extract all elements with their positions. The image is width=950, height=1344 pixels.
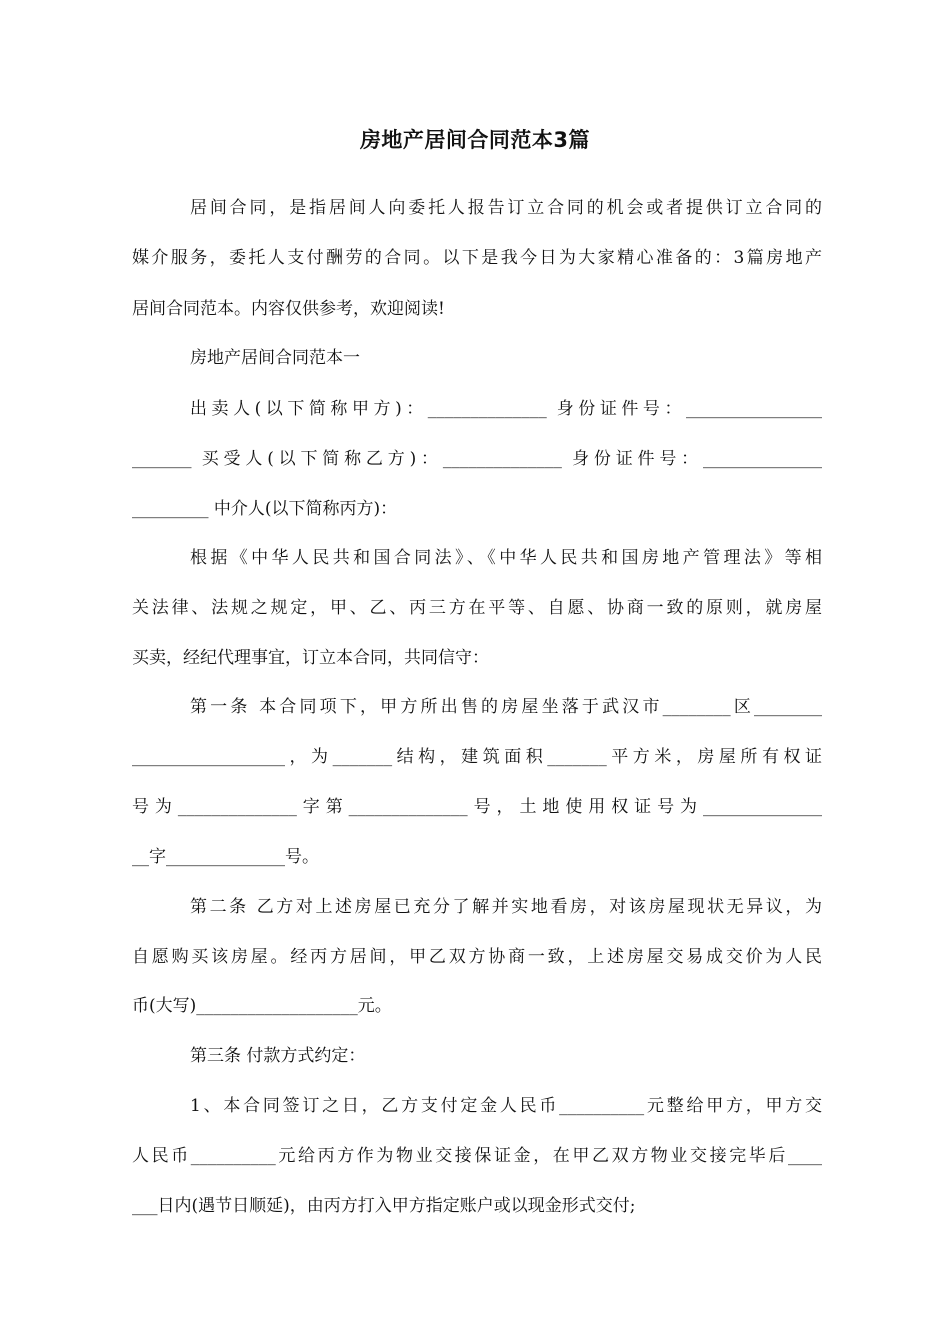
article-line: 自愿购买该房屋。经丙方居间，甲乙双方协商一致，上述房屋交易成交价为人民	[132, 947, 822, 967]
article-heading: 第三条 付款方式约定：	[190, 1046, 366, 1066]
paragraph-line: 居间合同，是指居间人向委托人报告订立合同的机会或者提供订立合同的	[190, 198, 822, 218]
article-line: 号为______________字第______________号，土地使用权证号为______________	[132, 797, 822, 817]
article-line: 币(大写)___________________元。	[132, 996, 392, 1016]
article-line: 第二条 乙方对上述房屋已充分了解并实地看房，对该房屋现状无异议，为	[190, 897, 822, 917]
article-line: __________________，为_______结构，建筑面积_______平方米，房屋所有权证	[132, 747, 822, 767]
paragraph-line: 媒介服务，委托人支付酬劳的合同。以下是我今日为大家精心准备的：3篇房地产	[132, 248, 822, 268]
paragraph-line: 关法律、法规之规定，甲、乙、丙三方在平等、自愿、协商一致的原则，就房屋	[132, 598, 822, 618]
article-line: 第一条 本合同项下，甲方所出售的房屋坐落于武汉市________区________	[190, 697, 822, 717]
document-title: 房地产居间合同范本3篇	[359, 128, 591, 152]
section-heading: 房地产居间合同范本一	[190, 348, 360, 368]
paragraph-line: 居间合同范本。内容仅供参考，欢迎阅读!	[132, 299, 445, 319]
article-line: __字______________号。	[132, 847, 319, 867]
party-line: _________ 中介人(以下简称丙方)：	[132, 499, 398, 519]
party-line: 出卖人(以下简称甲方)：______________ 身份证件号：________________	[190, 399, 822, 419]
paragraph-line: 买卖，经纪代理事宜，订立本合同，共同信守：	[132, 648, 489, 668]
clause-line: 1、本合同签订之日，乙方支付定金人民币__________元整给甲方，甲方交	[190, 1096, 822, 1116]
party-line: _______ 买受人(以下简称乙方)：______________ 身份证件号：______________	[132, 449, 822, 469]
paragraph-line: 根据《中华人民共和国合同法》、《中华人民共和国房地产管理法》等相	[190, 548, 822, 568]
clause-line: 人民币__________元给丙方作为物业交接保证金，在甲乙双方物业交接完毕后____	[132, 1146, 822, 1166]
clause-line: ___日内(遇节日顺延)，由丙方打入甲方指定账户或以现金形式交付;	[132, 1196, 636, 1216]
